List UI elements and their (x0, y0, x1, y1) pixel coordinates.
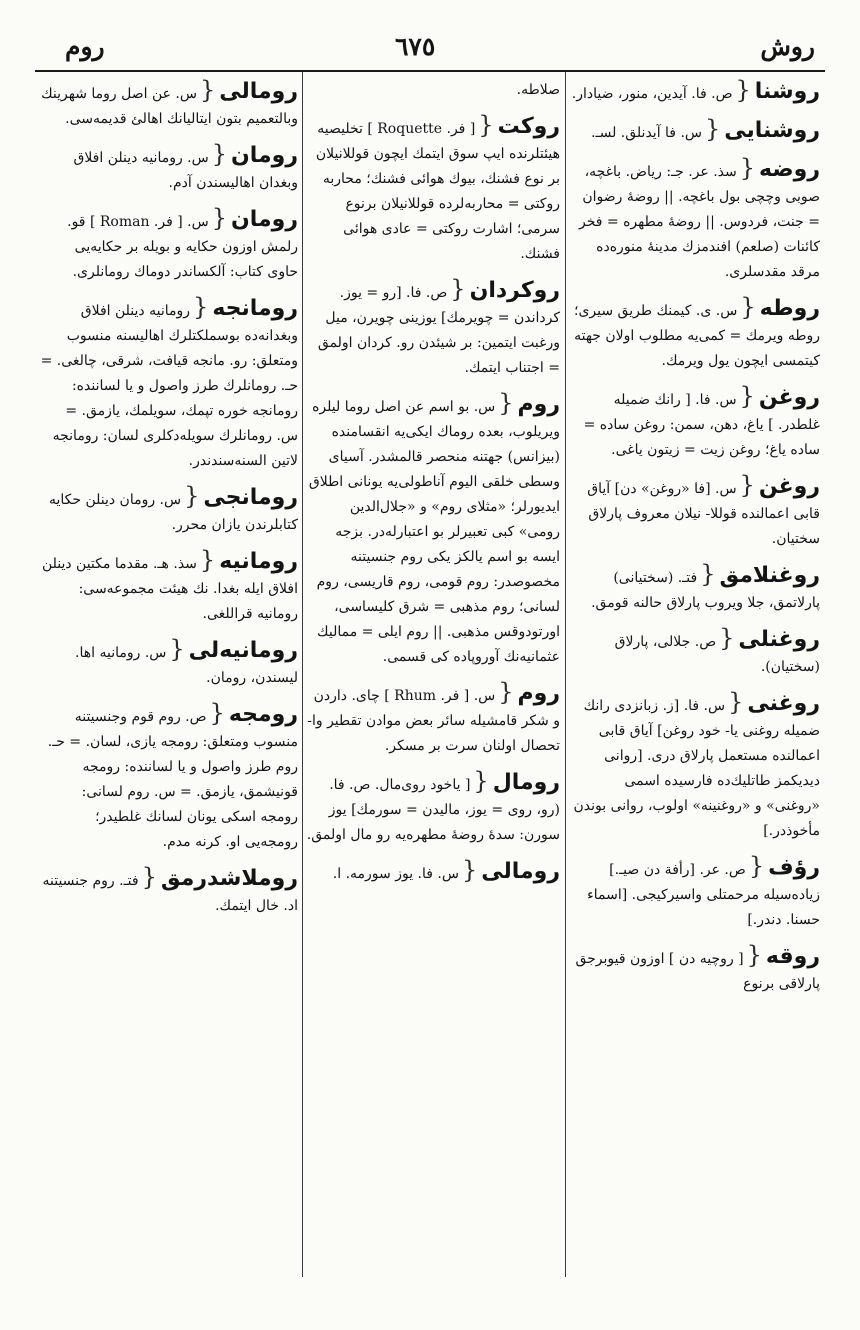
entry-headword: روغنلى (738, 627, 820, 652)
brace-glyph: { (719, 624, 735, 652)
entry-definition: س. رومان دينلن حكايه كتابلرندن يازان محرر. (48, 492, 298, 533)
brace-glyph: { (704, 115, 721, 143)
entry-headword: رومالى (481, 859, 560, 884)
entry-definition: س. [ فر. Rhum ] چاى. داردن و شكر قامشيله سائر بعض موادن تقطير وا-تحصال اولنان سرت بر مسكر. (307, 688, 560, 754)
brace-glyph: { (461, 856, 478, 884)
entry-definition: س. [فا «روغن» دن] آياق قابى اعمالنده قوللا- نيلان معروف پارلاق سختيان. (587, 481, 820, 547)
brace-glyph: { (746, 941, 762, 969)
entry-headword: رومانيه‌لى (188, 638, 298, 663)
entry-headword: روشنا (754, 79, 820, 104)
brace-glyph: { (700, 560, 716, 588)
dictionary-entry (40, 484, 298, 538)
brace-glyph: { (478, 111, 494, 139)
dictionary-entry (570, 78, 820, 107)
entry-headword: روغن (758, 474, 820, 499)
entry-definition: رومانيه دينلن افلاق وبغدانه‌ده بوسملكتلرك اهاليسنه منسوب ومتعلق: رو. مانجه قيافت، شرقى، چالغى. = حـ. رومانلرك طرز واصول و يا لساننده: رومانجه خوره تپمك، سويلمك، يازمق. = س. رومانلرك سويله‌دكلرى لسان: رومانجه لاتين السنه‌سندندر. (40, 303, 298, 469)
entry-headword: روطه (759, 296, 820, 321)
entry-definition: س. ى. كيمنك طريق سيرى؛ روطه ويرمك = كمى‌يه مطلوب اولان جهته كيتمسى ايچون يول ويرمك. (574, 303, 820, 369)
column-divider (302, 72, 303, 1277)
dictionary-entry (40, 206, 298, 285)
brace-glyph: { (209, 699, 225, 727)
dictionary-entry (570, 117, 820, 146)
brace-glyph: { (199, 546, 216, 574)
entry-headword: روغن (758, 385, 820, 410)
entry-headword: رومان (231, 143, 298, 168)
brace-glyph: { (739, 154, 756, 182)
brace-glyph: { (739, 382, 755, 410)
dictionary-entry (570, 156, 820, 285)
dictionary-entry (570, 854, 820, 933)
brace-glyph: { (211, 140, 227, 168)
brace-glyph: { (450, 275, 466, 303)
dictionary-entry (570, 626, 820, 680)
dictionary-entry (570, 943, 820, 997)
entry-definition: ص. فا. [رو = يوز. كرداندن = چويرمك] يوزينى چويرن، ميل ورغبت ايتمين: بر شيئدن رو. كردان اولمق = اجتناب ايتمك. (317, 285, 560, 376)
dictionary-entry (570, 473, 820, 552)
brace-glyph: { (739, 471, 755, 499)
entry-definition: س. فا. يوز سورمه. ا. (332, 866, 459, 882)
dictionary-entry (306, 858, 560, 887)
entry-definition: ص. جلالى، پارلاق (سختيان). (614, 634, 820, 675)
entry-definition: س. عن اصل روما شهرينك وبالتعميم بتون ايتاليانك اهالئ قديمه‌سى. (41, 86, 298, 127)
entry-headword: رومالى (219, 79, 298, 104)
dictionary-entry (306, 680, 560, 759)
entry-definition: صلاطه. (516, 82, 560, 98)
page-header (35, 28, 825, 68)
brace-glyph: { (748, 852, 765, 880)
left-guide-word: روم (65, 32, 105, 61)
dictionary-entry (306, 769, 560, 848)
dictionary-entry (306, 391, 560, 670)
entry-definition: ص. عر. [رأفة دن صيـ.] زياده‌سيله مرحمتلى واسيركيجى. [اسماء حسنا. دندر.] (587, 862, 820, 928)
dictionary-entry (570, 562, 820, 616)
entry-headword: روكردان (469, 278, 560, 303)
brace-glyph: { (728, 688, 744, 716)
entry-definition: [ ياخود روى‌مال. ص. فا. (رو، روى = يوز، ماليدن = سورمك] يوز سورن: سدهٔ روضهٔ مطهره‌يه رو مال اولمق. (306, 777, 560, 843)
right-guide-word: روش (760, 32, 815, 61)
entry-headword: روقه (765, 944, 820, 969)
entry-definition: س. رومانيه اها. ليسندن، رومان. (75, 645, 298, 686)
entry-definition: س. [ فر. Roman ] قو. رلمش اوزون حكايه و بويله بر حكايه‌يى حاوى كتاب: آلكساندر دوماك رومانلرى. (67, 214, 298, 280)
entry-headword: روكت (497, 114, 560, 139)
entry-definition: س. فا. [ز. زبانزدى رانك ضميله روغنى يا- خود روغن] آياق قابى اعمالنده مستعمل پارلاق درى. [روانى ديديكمز طاتليك‌ده فارسيده اسمى «روغنى» و «روغنينه» اولوب، روانى بوندن مأخوذدر.] (573, 698, 820, 839)
entry-headword: رؤف (768, 855, 820, 880)
entry-headword: روملاشدرمق (160, 866, 298, 891)
entry-definition: س. رومانيه دينلن افلاق وبغدان اهاليسندن آدم. (73, 150, 298, 191)
entry-headword: روغنلامق (719, 563, 820, 588)
dictionary-entry (40, 865, 298, 919)
column-left (40, 78, 298, 1273)
brace-glyph: { (199, 78, 216, 104)
dictionary-entry (570, 295, 820, 374)
entry-definition: [ روچيه دن ] اوزون قيوبرجق پارلاقى برنوع (575, 951, 820, 992)
entry-headword: روشنايى (724, 118, 820, 143)
dictionary-entry (40, 142, 298, 196)
entry-definition: ص. فا. آيدين، منور، ضيادار. (571, 86, 733, 102)
column-middle (306, 78, 560, 1273)
entry-headword: روضه (759, 157, 820, 182)
dictionary-entry (40, 295, 298, 474)
brace-glyph: { (735, 78, 751, 104)
entry-headword: روغنى (747, 691, 820, 716)
entry-definition: سذ. هـ. مقدما مكتين دينلن افلاق ايله بغدا. نك هيئت مجموعه‌سى: رومانيه قراللغى. (41, 556, 298, 622)
brace-glyph: { (169, 635, 185, 663)
brace-glyph: { (740, 293, 756, 321)
dictionary-entry (40, 637, 298, 691)
entry-headword: رومان (231, 207, 298, 232)
column-divider (565, 72, 566, 1277)
page-number: ٦٧٥ (395, 32, 436, 61)
brace-glyph: { (141, 863, 157, 891)
header-rule (35, 70, 825, 72)
entry-definition: فتـ. روم جنسيتنه اد. خال ايتمك. (42, 873, 298, 914)
dictionary-entry (570, 384, 820, 463)
brace-glyph: { (473, 767, 489, 795)
dictionary-entry (306, 277, 560, 381)
dictionary-entry (306, 113, 560, 267)
entry-headword: روم (517, 392, 560, 417)
dictionary-entry (570, 690, 820, 844)
entry-definition: سذ. عر. جـ: رياض. باغچه، صوبى وچچى بول باغچه. || روضهٔ رضوان = جنت، فردوس. || روضهٔ مطهره = فخر كائنات (صلعم) افندمزك مدينهٔ منوره‌ده مرقد مقدسلرى. (578, 164, 820, 280)
brace-glyph: { (498, 678, 514, 706)
dictionary-entry (40, 701, 298, 855)
dictionary-entry (40, 78, 298, 132)
dictionary-entry (40, 548, 298, 627)
brace-glyph: { (193, 293, 209, 321)
entry-definition: [ فر. Roquette ] تخليصيه هيئتلرنده ايپ سوق ايتمك ايچون قوللانيلان بر نوع فشنك، بيوك هوائى فشنك؛ محاربه روكتى = محاربه‌لرده قوللانيلان برنوع سرمى؛ اشارت روكتى = عادى هوائى فشنك. (315, 121, 560, 262)
entry-headword: رومانجه (212, 296, 298, 321)
column-right (570, 78, 820, 1273)
entry-definition: س. فا. [ رانك ضميله غلطدر. ] ياغ، دهن، سمن: روغن ساده = ساده ياغ؛ روغن زيت = زيتون ياغى. (583, 392, 820, 458)
entry-headword: رومانجى (203, 485, 298, 510)
brace-glyph: { (211, 204, 227, 232)
entry-headword: روم (517, 681, 560, 706)
entry-definition: س. فا آيدنلق. لسـ. (591, 125, 702, 141)
entry-definition: ص. روم قوم وجنسيتنه منسوب ومتعلق: رومجه يازى، لسان. = حـ. روم طرز واصول و يا لساننده: رومجه قونيشمق، يازمق. = س. روم لسانى: رومجه اسكى يونان لسانك غلطيدر؛ رومجه‌يى او. كرنه مدم. (47, 709, 298, 850)
entry-definition: س. بو اسم عن اصل روما ليلره ويريلوب، بعده روماك ايكى‌يه انقسامنده (بيزانس) جهتنه منحصر قالمشدر. آسياى وسطى خلقى اليوم آناطولى‌يه يونانى اطلاق ايديورلر؛ «مثلاى روم» و «جلال‌الدين رومى» كبى تعبيرلر بو اعتبارله‌در. بزجه ايسه بو اسم يالكز يكى روم جنسيتنه مخصوصدر: روم قومى، روم قاريسى، روم لسانى؛ روم مذهبى = شرق كليساسى، اورتودوقس مذهبى. || روم ايلى = مماليك عثمانيه‌نك آوروپاده كى قسمى. (308, 399, 560, 665)
dictionary-entry (306, 78, 560, 103)
entry-headword: رومال (492, 770, 560, 795)
brace-glyph: { (498, 389, 514, 417)
brace-glyph: { (184, 482, 200, 510)
entry-definition: فتـ. (سختيانى) پارلاتمق، جلا ويروب پارلاق حالنه قومق. (591, 570, 820, 611)
entry-headword: رومجه (228, 702, 298, 727)
entry-headword: رومانيه (219, 549, 298, 574)
